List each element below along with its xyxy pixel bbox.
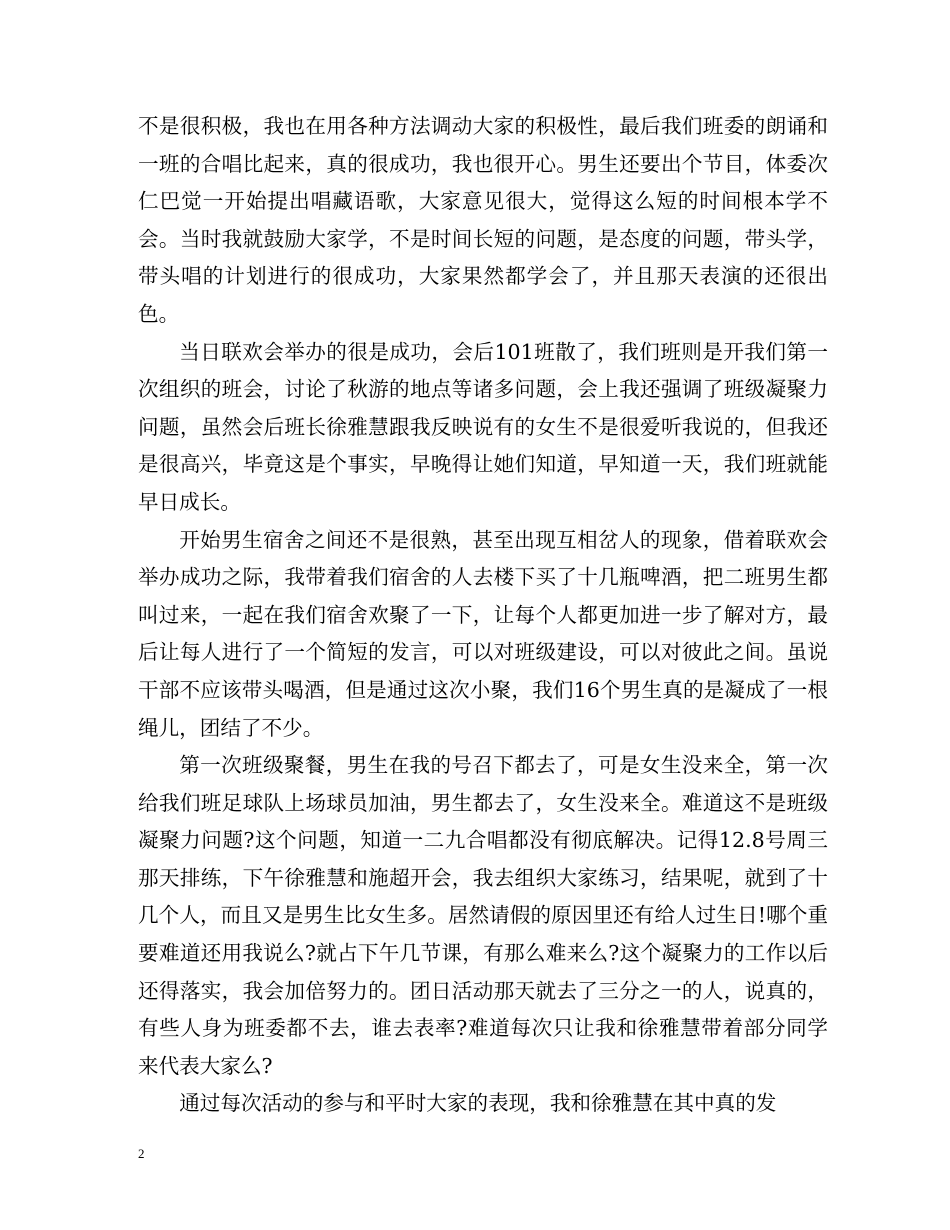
page-number: 2	[138, 1146, 145, 1161]
paragraph-3: 开始男生宿舍之间还不是很熟，甚至出现互相岔人的现象，借着联欢会举办成功之际，我带着我们宿舍的人去楼下买了十几瓶啤酒，把二班男生都叫过来，一起在我们宿舍欢聚了一下，让每个人都更加进一步了解对方，最后让每人进行了一个简短的发言，可以对班级建设，可以对彼此之间。虽说干部不应该带头喝酒，但是通过这次小聚，我们16个男生真的是凝成了一根绳儿，团结了不少。	[138, 527, 828, 740]
paragraph-5: 通过每次活动的参与和平时大家的表现，我和徐雅慧在其中真的发	[179, 1091, 777, 1116]
paragraph-4: 第一次班级聚餐，男生在我的号召下都去了，可是女生没来全，第一次给我们班足球队上场球员加油，男生都去了，女生没来全。难道这不是班级凝聚力问题?这个问题，知道一二九合唱都没有彻底解决。记得12.8号周三那天排练，下午徐雅慧和施超开会，我去组织大家练习，结果呢，就到了十几个人，而且又是男生比女生多。居然请假的原因里还有给人过生日!哪个重要难道还用我说么?就占下午几节课，有那么难来么?这个凝聚力的工作以后还得落实，我会加倍努力的。团日活动那天就去了三分之一的人，说真的，有些人身为班委都不去，谁去表率?难道每次只让我和徐雅慧带着部分同学来代表大家么?	[138, 753, 828, 1078]
paragraph-2: 当日联欢会举办的很是成功，会后101班散了，我们班则是开我们第一次组织的班会，讨论了秋游的地点等诸多问题，会上我还强调了班级凝聚力问题，虽然会后班长徐雅慧跟我反映说有的女生不是很爱听我说的，但我还是很高兴，毕竟这是个事实，早晚得让她们知道，早知道一天，我们班就能早日成长。	[138, 339, 828, 514]
paragraph-1: 不是很积极，我也在用各种方法调动大家的积极性，最后我们班委的朗诵和一班的合唱比起来，真的很成功，我也很开心。男生还要出个节目，体委次仁巴觉一开始提出唱藏语歌，大家意见很大，觉得这么短的时间根本学不会。当时我就鼓励大家学，不是时间长短的问题，是态度的问题，带头学，带头唱的计划进行的很成功，大家果然都学会了，并且那天表演的还很出色。	[138, 114, 828, 326]
body-text	[138, 108, 828, 1123]
